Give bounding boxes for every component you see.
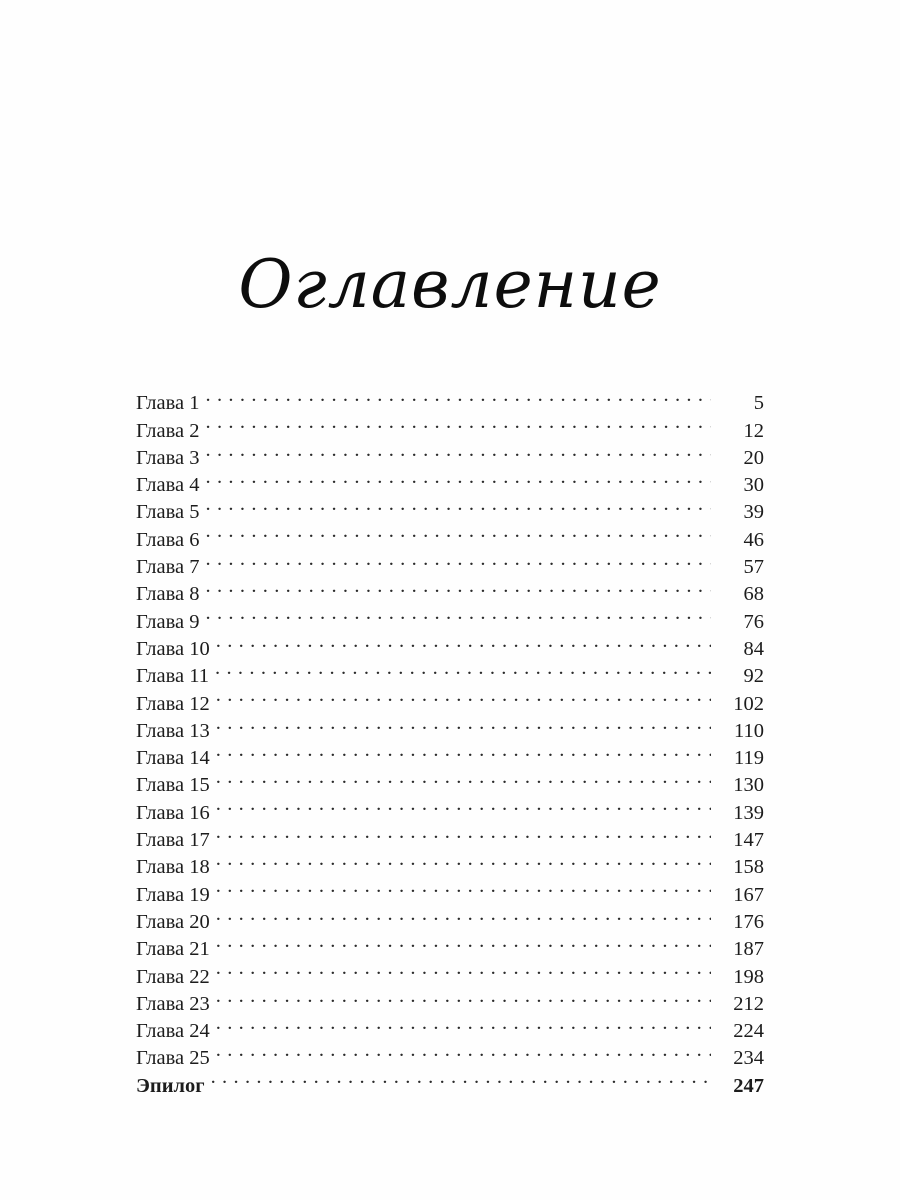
toc-entry[interactable] bbox=[136, 655, 764, 688]
toc-entry-page: 76 bbox=[743, 610, 764, 633]
toc-entry[interactable] bbox=[136, 737, 764, 770]
toc-leader-dots bbox=[216, 1037, 711, 1064]
toc-entry-page: 20 bbox=[743, 446, 764, 469]
toc-entry[interactable] bbox=[136, 846, 764, 879]
toc-entry-label: Глава 13 bbox=[136, 719, 210, 742]
toc-entry-label: Глава 5 bbox=[136, 501, 200, 524]
toc-entry-page: 147 bbox=[733, 829, 764, 852]
toc-leader-dots bbox=[216, 737, 711, 764]
toc-entry-label: Глава 6 bbox=[136, 528, 200, 551]
toc-leader-dots bbox=[216, 791, 711, 818]
toc-entry-page: 102 bbox=[733, 692, 764, 715]
toc-entry[interactable] bbox=[136, 437, 764, 469]
toc-leader-dots bbox=[206, 437, 711, 464]
toc-leader-dots bbox=[216, 628, 711, 655]
toc-entry-page: 212 bbox=[733, 992, 764, 1015]
toc-leader-dots bbox=[216, 955, 711, 982]
toc-leader-dots bbox=[206, 600, 711, 627]
toc-entry[interactable] bbox=[136, 1010, 764, 1043]
toc-entry-label: Глава 20 bbox=[136, 910, 210, 933]
toc-leader-dots bbox=[216, 873, 711, 900]
toc-entry[interactable] bbox=[136, 409, 764, 442]
toc-entry-label: Глава 16 bbox=[136, 801, 210, 824]
toc-leader-dots bbox=[206, 518, 711, 545]
toc-entry-page: 5 bbox=[753, 392, 764, 415]
toc-entry-label: Глава 8 bbox=[136, 583, 200, 606]
toc-entry-page: 167 bbox=[733, 883, 764, 906]
toc-entry[interactable] bbox=[136, 901, 764, 933]
toc-entry[interactable] bbox=[136, 710, 764, 742]
toc-leader-dots bbox=[216, 983, 711, 1010]
toc-entry-label: Глава 25 bbox=[136, 1047, 210, 1070]
toc-entry-page: 187 bbox=[733, 938, 764, 961]
toc-entry-page: 84 bbox=[743, 637, 764, 660]
page-title: Оглавление bbox=[238, 246, 662, 323]
toc-leader-dots bbox=[206, 491, 711, 518]
toc-leader-dots bbox=[206, 409, 711, 436]
toc-entry-label: Глава 18 bbox=[136, 856, 210, 879]
toc-entry-label: Глава 4 bbox=[136, 474, 200, 497]
toc-entry-label: Глава 12 bbox=[136, 692, 210, 715]
toc-leader-dots bbox=[211, 1064, 711, 1091]
toc-entry-page: 46 bbox=[743, 528, 764, 551]
toc-entry[interactable] bbox=[136, 1037, 764, 1070]
toc-entry[interactable] bbox=[136, 464, 764, 497]
toc-entry-page: 130 bbox=[733, 774, 764, 797]
table-of-contents bbox=[136, 382, 764, 1097]
toc-entry-label: Глава 2 bbox=[136, 419, 200, 442]
toc-entry-page: 57 bbox=[743, 556, 764, 579]
toc-entry-label: Глава 24 bbox=[136, 1020, 210, 1043]
toc-leader-dots bbox=[216, 764, 711, 791]
toc-entry-page: 68 bbox=[743, 583, 764, 606]
toc-entry-page: 176 bbox=[733, 910, 764, 933]
toc-leader-dots bbox=[215, 655, 711, 682]
toc-entry[interactable] bbox=[136, 382, 764, 415]
toc-leader-dots bbox=[216, 819, 711, 846]
toc-leader-dots bbox=[216, 928, 711, 955]
toc-entry-page: 224 bbox=[733, 1020, 764, 1043]
toc-entry[interactable] bbox=[136, 873, 764, 906]
toc-leader-dots bbox=[206, 573, 711, 600]
toc-leader-dots bbox=[216, 1010, 711, 1037]
toc-entry-label: Глава 17 bbox=[136, 829, 210, 852]
toc-entry[interactable] bbox=[136, 764, 764, 797]
toc-entry-label: Глава 10 bbox=[136, 637, 210, 660]
toc-entry-label: Глава 3 bbox=[136, 446, 200, 469]
toc-entry[interactable] bbox=[136, 546, 764, 579]
toc-leader-dots bbox=[206, 464, 711, 491]
toc-entry-page: 158 bbox=[733, 856, 764, 879]
toc-entry-label: Глава 9 bbox=[136, 610, 200, 633]
toc-leader-dots bbox=[206, 382, 711, 409]
toc-entry-label: Глава 14 bbox=[136, 747, 210, 770]
toc-entry[interactable] bbox=[136, 491, 764, 524]
toc-entry[interactable] bbox=[136, 682, 764, 715]
toc-entry-page: 110 bbox=[734, 719, 764, 742]
toc-entry-label: Глава 7 bbox=[136, 556, 200, 579]
toc-entry-page: 92 bbox=[743, 665, 764, 688]
toc-entry[interactable] bbox=[136, 983, 764, 1015]
toc-entry-page: 139 bbox=[733, 801, 764, 824]
toc-leader-dots bbox=[206, 546, 711, 573]
toc-entry[interactable] bbox=[136, 791, 764, 824]
toc-entry[interactable] bbox=[136, 628, 764, 660]
toc-entry-label: Эпилог bbox=[136, 1074, 205, 1097]
toc-leader-dots bbox=[216, 846, 711, 873]
toc-entry[interactable] bbox=[136, 600, 764, 633]
toc-entry[interactable] bbox=[136, 573, 764, 606]
toc-entry-page: 198 bbox=[733, 965, 764, 988]
toc-entry-label: Глава 21 bbox=[136, 938, 210, 961]
toc-entry[interactable] bbox=[136, 928, 764, 961]
toc-entry-label: Глава 22 bbox=[136, 965, 210, 988]
toc-entry-epilogue[interactable] bbox=[136, 1064, 764, 1097]
toc-entry-label: Глава 1 bbox=[136, 392, 200, 415]
toc-entry-page: 247 bbox=[733, 1074, 764, 1097]
toc-leader-dots bbox=[216, 682, 711, 709]
toc-entry-label: Глава 19 bbox=[136, 883, 210, 906]
toc-entry-page: 30 bbox=[743, 474, 764, 497]
toc-leader-dots bbox=[216, 901, 711, 928]
toc-entry-label: Глава 11 bbox=[136, 665, 210, 688]
toc-entry-label: Глава 23 bbox=[136, 992, 210, 1015]
toc-entry-page: 234 bbox=[733, 1047, 764, 1070]
toc-entry-page: 12 bbox=[743, 419, 764, 442]
toc-entry[interactable] bbox=[136, 955, 764, 988]
toc-entry-label: Глава 15 bbox=[136, 774, 210, 797]
toc-entry-page: 119 bbox=[734, 747, 764, 770]
toc-leader-dots bbox=[216, 710, 711, 737]
toc-entry[interactable] bbox=[136, 518, 764, 551]
toc-entry[interactable] bbox=[136, 819, 764, 852]
toc-entry-page: 39 bbox=[743, 501, 764, 524]
